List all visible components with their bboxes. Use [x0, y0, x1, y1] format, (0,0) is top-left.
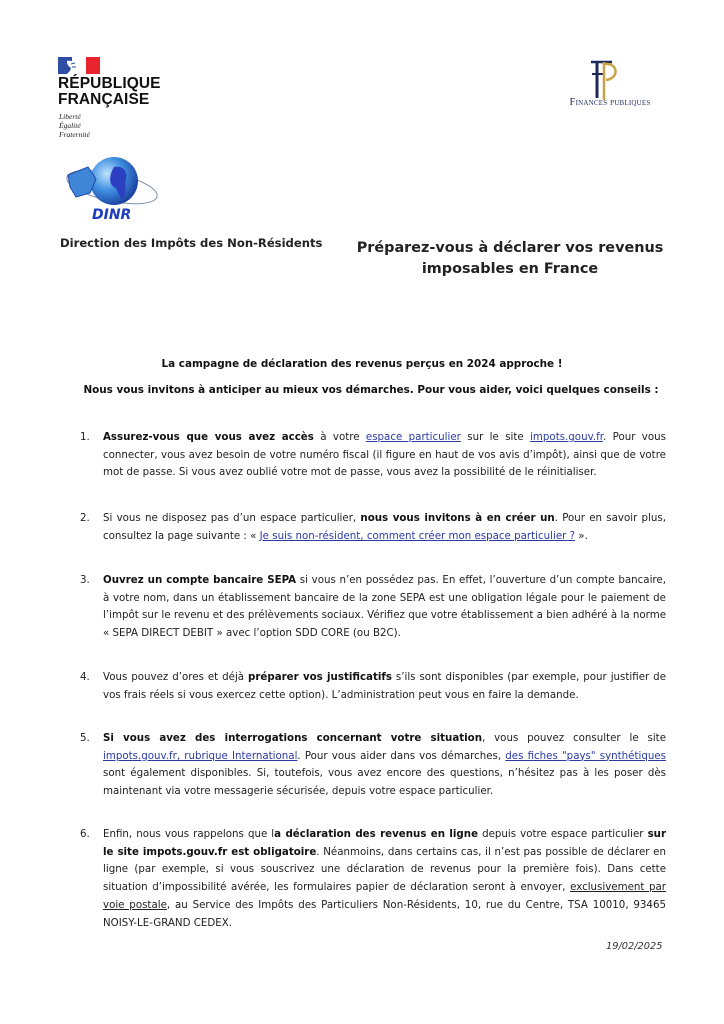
- item-bold: nous vous invitons à en créer un: [360, 512, 555, 524]
- item-number: 6.: [80, 828, 90, 840]
- item-body: [103, 510, 666, 545]
- list-item-6: [80, 826, 666, 932]
- rf-title-line1: RÉPUBLIQUE: [58, 75, 161, 92]
- list-item-5: [80, 730, 666, 801]
- item-bold: Assurez-vous que vous avez accès: [103, 431, 314, 443]
- document-date: 19/02/2025: [606, 941, 663, 952]
- finances-publiques-label: Finances publiques: [569, 97, 651, 108]
- item-bold: Si vous avez des interrogations concernant votre situation: [103, 732, 482, 744]
- motto-fraternite: Fraternité: [59, 130, 90, 139]
- item-body: [103, 429, 666, 482]
- list-item-2: [80, 510, 666, 545]
- dinr-text: DINR: [92, 207, 132, 223]
- item-body: [103, 730, 666, 801]
- item-text: . Pour vous aider dans vos démarches,: [297, 749, 506, 762]
- dinr-globe-logo-icon: [62, 153, 162, 225]
- item-text: . Pour vous connecter, vous avez besoin de votre numéro fiscal (il figure en haut de vos avis d’impôt), ainsi que de votre mot de passe. Si vous avez oublié votre mot de passe, vous avez la possibilité de le réinitialiser.: [103, 431, 666, 479]
- republique-francaise-title: [58, 76, 161, 108]
- item-number: 5.: [80, 732, 90, 744]
- item-number: 3.: [80, 574, 90, 586]
- motto-liberte: Liberté: [59, 112, 81, 121]
- item-text: , vous pouvez consulter le site: [482, 732, 667, 744]
- fiches-pays-link[interactable]: des fiches "pays" synthétiques: [505, 749, 666, 762]
- list-item-4: [80, 669, 666, 704]
- item-text: à votre: [313, 431, 366, 443]
- item-body: [103, 572, 666, 643]
- item-number: 2.: [80, 512, 90, 524]
- item-bold: a déclaration des revenus en ligne: [274, 828, 479, 840]
- list-item-3: [80, 572, 666, 643]
- item-text: depuis votre espace particulier: [478, 828, 648, 840]
- item-text: , au Service des Impôts des Particuliers Non-Résidents, 10, rue du Centre, TSA 10010, 93465 NOISY-LE-GRAND CEDEX.: [103, 898, 666, 929]
- list-item-1: [80, 429, 666, 482]
- impots-gouv-link[interactable]: impots.gouv.fr: [530, 431, 603, 443]
- item-text: . Pour en savoir plus, consultez la page suivante : «: [103, 512, 666, 542]
- item-bold: préparer vos justificatifs: [248, 671, 392, 683]
- item-bold: Ouvrez un compte bancaire SEPA: [103, 574, 297, 586]
- intro-advice: Nous vous invitons à anticiper au mieux vos démarches. Pour vous aider, voici quelques conseils :: [83, 384, 659, 396]
- republique-motto: [59, 112, 90, 139]
- item-text: . Néanmoins, dans certains cas, il n’est pas possible de déclarer en ligne (par exemple, si vous souscrivez une déclaration de revenus pour la première fois). Dans cette situation d’impossibilité avérée, les formulaires papier de déclaration seront à envoyer,: [103, 845, 666, 894]
- rubrique-international-link[interactable]: impots.gouv.fr, rubrique International: [103, 749, 298, 762]
- underlined-text: exclusivement par voie postale: [103, 881, 666, 911]
- finances-publiques-logo-icon: [588, 58, 622, 102]
- item-text: si vous n’en possédez pas. En effet, l’ouverture d’un compte bancaire, à votre nom, dans un établissement bancaire de la zone SEPA est une obligation légale pour le paiement de l’impôt sur le revenu et des prélèvements sociaux. Vérifiez que votre établissement a bien adhéré à la norme « SEPA DIRECT DEBIT » avec l’option SDD CORE (ou B2C).: [103, 574, 666, 640]
- item-text: Si vous ne disposez pas d’un espace particulier,: [103, 512, 361, 524]
- motto-egalite: Égalité: [59, 121, 81, 130]
- item-body: [103, 826, 666, 932]
- item-text: Vous pouvez d’ores et déjà: [103, 671, 249, 683]
- item-text: ».: [575, 529, 588, 542]
- intro-campaign: La campagne de déclaration des revenus perçus en 2024 approche !: [161, 358, 563, 370]
- espace-particulier-link[interactable]: espace particulier: [365, 431, 461, 443]
- item-body: [103, 669, 666, 704]
- item-text: sont également disponibles. Si, toutefois, vous avez encore des questions, n’hésitez pas à les poser dès maintenant via votre messagerie sécurisée, depuis votre espace particulier.: [103, 767, 666, 798]
- item-number: 4.: [80, 671, 90, 683]
- rf-title-line2: FRANÇAISE: [58, 91, 150, 108]
- creer-espace-link[interactable]: Je suis non-résident, comment créer mon espace particulier ?: [259, 529, 576, 542]
- page-title-line1: Préparez-vous à déclarer vos revenus: [356, 240, 664, 256]
- item-text: Enfin, nous vous rappelons que l: [103, 828, 275, 840]
- direction-name: Direction des Impôts des Non-Résidents: [60, 236, 323, 250]
- item-bold: sur le site impots.gouv.fr est obligatoire: [103, 828, 667, 858]
- item-text: sur le site: [460, 431, 531, 443]
- page-title-line2: imposables en France: [421, 261, 599, 277]
- item-number: 1.: [80, 431, 90, 443]
- page-title: [340, 238, 680, 280]
- marianne-flag-icon: [58, 57, 100, 74]
- item-text: s’ils sont disponibles (par exemple, pour justifier de vos frais réels si vous exercez cette option). L’administration peut vous en faire la demande.: [103, 671, 666, 701]
